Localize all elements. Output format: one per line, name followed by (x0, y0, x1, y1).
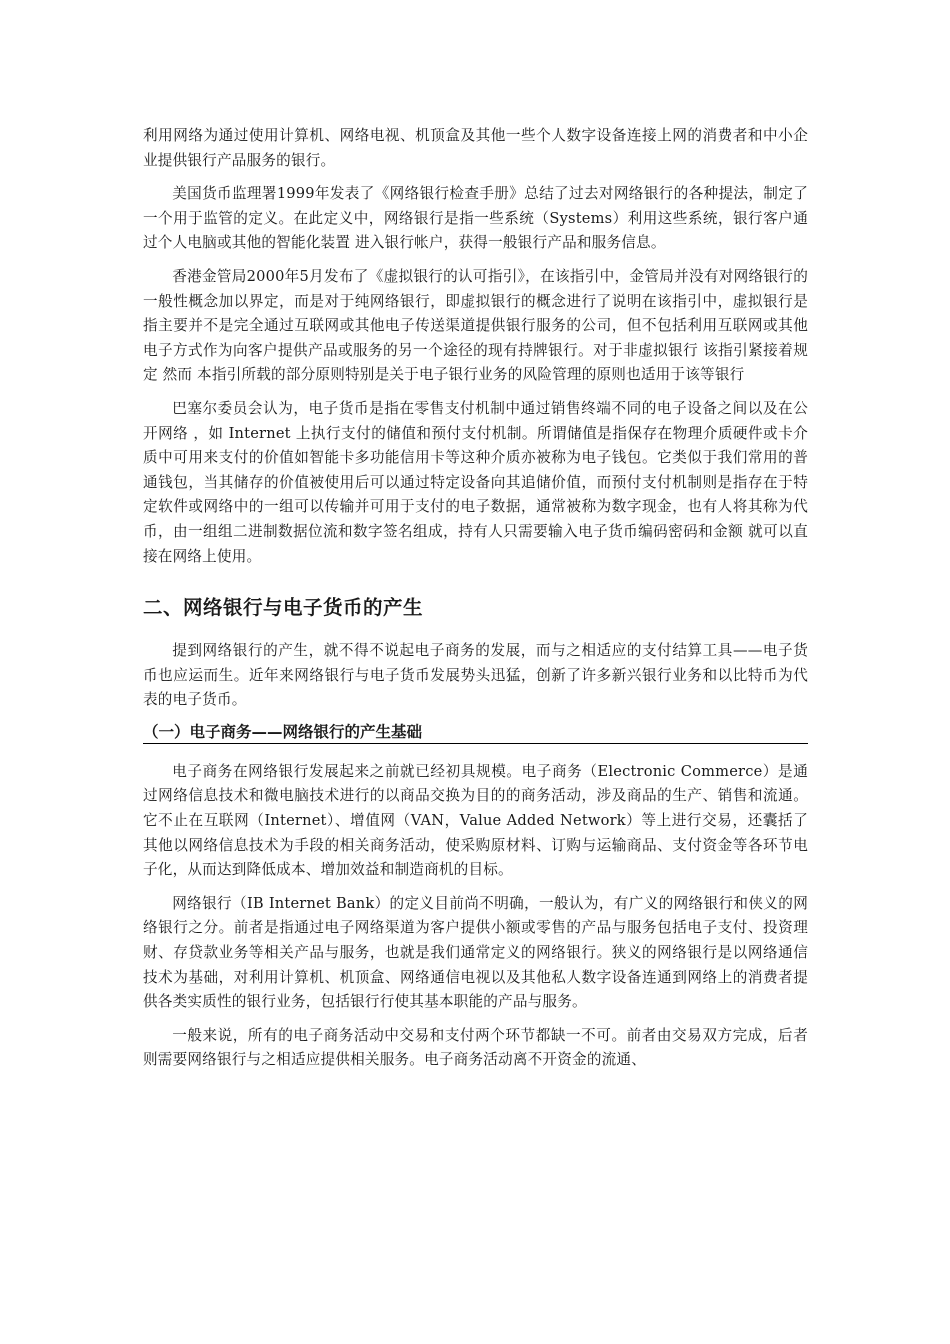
section-heading: 二、网络银行与电子货币的产生 (143, 596, 424, 620)
paragraph-ecommerce: 电子商务在网络银行发展起来之前就已经初具规模。电子商务（Electronic Commerce）是通过网络信息技术和微电脑技术进行的以商品交换为目的的商务活动，涉及商品的生产、销售和流通。它不止在互联网（Internet）、增值网（VAN，Value Added Network）等上进行交易，还囊括了其他以网络信息技术为手段的相关商务活动，使采购原材料、订购与运输商品、支付资金等各环节电子化，从而达到降低成本、增加效益和制造商机的目标。 (143, 762, 808, 879)
paragraph-hkma-definition: 香港金管局2000年5月发布了《虚拟银行的认可指引》，在该指引中，金管局并没有对网络银行的一般性概念加以界定，而是对于纯网络银行，即虚拟银行的概念进行了说明在该指引中，虚拟银行是指主要并不是完全通过互联网或其他电子传送渠道提供银行服务的公司，但不包括利用互联网或其他电子方式作为向客户提供产品或服务的另一个途径的现有持牌银行。对于非虚拟银行 该指引紧接着规定 然而 本指引所载的部分原则特别是关于电子银行业务的风险管理的原则也适用于该等银行 (143, 267, 808, 384)
paragraph-continued: 利用网络为通过使用计算机、网络电视、机顶盒及其他一些个人数字设备连接上网的消费者和中小企业提供银行产品服务的银行。 (143, 127, 808, 169)
paragraph-section-intro: 提到网络银行的产生，就不得不说起电子商务的发展，而与之相适应的支付结算工具——电子货币也应运而生。近年来网络银行与电子货币发展势头迅猛，创新了许多新兴银行业务和以比特币为代表的电子货币。 (143, 642, 808, 709)
paragraph-internet-bank: 网络银行（IB Internet Bank）的定义目前尚不明确，一般认为，有广义的网络银行和侠义的网络银行之分。前者是指通过电子网络渠道为客户提供小额或零售的产品与服务包括电子支付、投资理财、存贷款业务等相关产品与服务，也就是我们通常定义的网络银行。狭义的网络银行是以网络通信技术为基础，对利用计算机、机顶盒、网络通信电视以及其他私人数字设备连通到网络上的消费者提供各类实质性的银行业务，包括银行行使其基本职能的产品与服务。 (143, 894, 808, 1011)
paragraph-occ-definition: 美国货币监理署1999年发表了《网络银行检查手册》总结了过去对网络银行的各种提法，制定了一个用于监管的定义。在此定义中，网络银行是指一些系统（Systems）利用这些系统，银行客户通过个人电脑或其他的智能化装置 进入银行帐户，获得一般银行产品和服务信息。 (143, 185, 808, 252)
paragraph-basel-definition: 巴塞尔委员会认为，电子货币是指在零售支付机制中通过销售终端不同的电子设备之间以及在公开网络 ，如 Internet 上执行支付的储值和预付支付机制。所谓储值是指保存在物理介质硬件或卡介质中可用来支付的价值如智能卡多功能信用卡等这种介质亦被称为电子钱包。它类似于我们常用的普通钱包，当其储存的价值被使用后可以通过特定设备向其追储价值，而预付支付机制则是指存在于特定软件或网络中的一组可以传输并可用于支付的电子数据，通常被称为数字现金，也有人将其称为代币，由一组组二进制数据位流和数字签名组成，持有人只需要输入电子货币编码密码和金额 就可以直接在网络上使用。 (143, 399, 808, 565)
paragraph-transaction-payment: 一般来说，所有的电子商务活动中交易和支付两个环节都缺一不可。前者由交易双方完成，后者则需要网络银行与之相适应提供相关服务。电子商务活动离不开资金的流通、 (143, 1026, 808, 1069)
document-page (143, 124, 808, 1082)
subsection-heading: （一）电子商务——网络银行的产生基础 (143, 722, 808, 744)
